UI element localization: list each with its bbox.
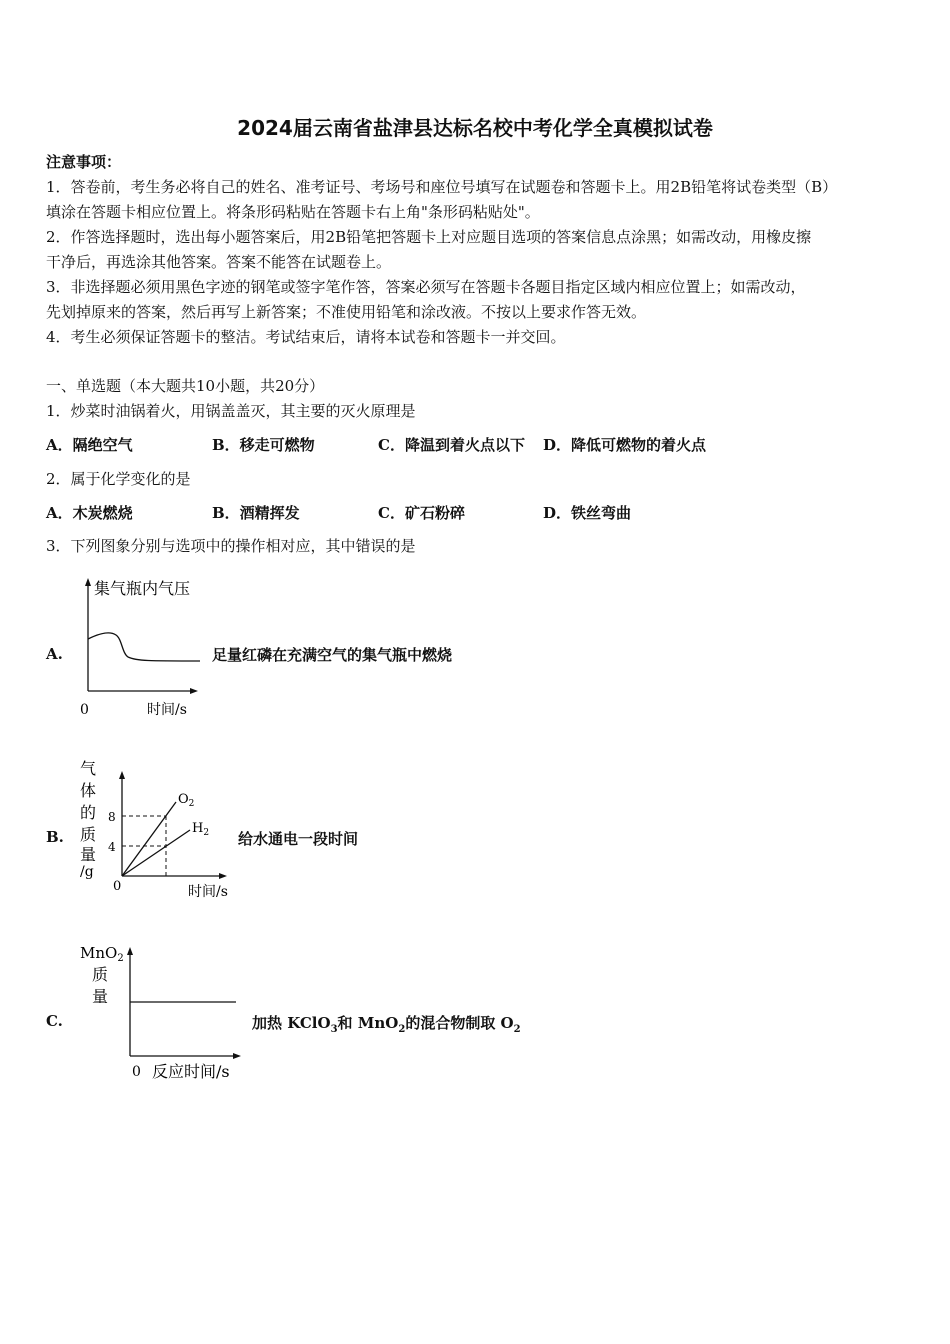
y-axis-unit: /g <box>80 864 94 880</box>
question-1-option-b[interactable]: B．移走可燃物 <box>212 436 315 454</box>
y-axis-arrow-icon <box>85 578 91 586</box>
x-axis-label: 时间/s <box>188 884 228 900</box>
exam-title: 2024届云南省盐津县达标名校中考化学全真模拟试卷 <box>237 116 713 140</box>
notice-line: 干净后，再选涂其他答案。答案不能答在试题卷上。 <box>46 253 392 271</box>
pressure-time-graph <box>70 575 220 725</box>
question-3-option-a-label[interactable]: A. <box>46 645 63 663</box>
origin-label: 0 <box>113 879 122 894</box>
origin-label: 0 <box>132 1064 141 1080</box>
question-3-option-c-description: 加热 KClO$_3$和 MnO$_2$的混合物制取 $O_2$ <box>252 1014 521 1035</box>
x-axis-arrow-icon <box>190 688 198 694</box>
y-axis-label: 集气瓶内气压 <box>94 579 191 598</box>
question-3-option-b-description: 给水通电一段时间 <box>238 830 359 848</box>
y-axis-label-char: 气 <box>80 759 97 778</box>
notice-line: 4．考生必须保证答题卡的整洁。考试结束后，请将本试卷和答题卡一并交回。 <box>46 328 566 346</box>
notice-line: 1．答卷前，考生务必将自己的姓名、准考证号、考场号和座位号填写在试题卷和答题卡上。用2B铅笔将试卷类型（B） <box>46 178 838 196</box>
question-2-stem: 2．属于化学变化的是 <box>46 470 191 488</box>
y-axis-label-top: MnO$_2$ <box>80 944 124 964</box>
y-axis-arrow-icon <box>119 771 125 779</box>
notice-heading: 注意事项： <box>46 153 122 171</box>
question-1-option-d[interactable]: D．降低可燃物的着火点 <box>543 436 707 454</box>
section-heading: 一、单选题（本大题共10小题，共20分） <box>46 377 325 395</box>
o2-series-label: $O_2$ <box>178 792 195 809</box>
o2-line <box>122 802 176 876</box>
question-2-option-b[interactable]: B．酒精挥发 <box>212 504 300 522</box>
question-2-option-a[interactable]: A．木炭燃烧 <box>46 504 133 522</box>
mno2-mass-time-graph <box>76 940 256 1085</box>
y-axis-label-char: 的 <box>80 803 97 822</box>
y-axis-label-char: 体 <box>80 781 97 800</box>
h2-series-label: $H_2$ <box>192 821 210 838</box>
y-axis-label-char: 质 <box>92 965 109 984</box>
y-axis-label-char: 量 <box>80 845 97 864</box>
question-2-option-d[interactable]: D．铁丝弯曲 <box>543 504 632 522</box>
notice-line: 先划掉原来的答案，然后再写上新答案；不准使用铅笔和涂改液。不按以上要求作答无效。 <box>46 303 647 321</box>
y-tick-label: 8 <box>108 810 116 824</box>
question-3-option-b-label[interactable]: B. <box>46 828 64 846</box>
y-axis-label-char: 质 <box>80 825 97 844</box>
origin-label: 0 <box>80 702 89 718</box>
question-3-stem: 3．下列图象分别与选项中的操作相对应，其中错误的是 <box>46 537 416 555</box>
question-2-option-c[interactable]: C．矿石粉碎 <box>378 504 465 522</box>
question-1-option-a[interactable]: A．隔绝空气 <box>46 436 133 454</box>
gas-mass-time-graph <box>72 756 242 906</box>
question-1-option-c[interactable]: C．降温到着火点以下 <box>378 436 525 454</box>
h2-line <box>122 830 190 876</box>
notice-line: 2．作答选择题时，选出每小题答案后，用2B铅笔把答题卡上对应题目选项的答案信息点涂黑；如需改动，用橡皮擦 <box>46 228 812 246</box>
y-axis-label-char: 量 <box>92 987 109 1006</box>
notice-line: 填涂在答题卡相应位置上。将条形码粘贴在答题卡右上角"条形码粘贴处"。 <box>46 203 540 221</box>
pressure-curve <box>88 633 200 661</box>
question-1-stem: 1．炒菜时油锅着火，用锅盖盖灭，其主要的灭火原理是 <box>46 402 416 420</box>
x-axis-arrow-icon <box>233 1053 241 1059</box>
question-3-option-a-description: 足量红磷在充满空气的集气瓶中燃烧 <box>212 646 453 664</box>
x-axis-arrow-icon <box>219 873 227 879</box>
x-axis-label: 时间/s <box>147 702 187 718</box>
y-tick-label: 4 <box>108 840 116 854</box>
x-axis-label: 反应时间/s <box>152 1062 230 1081</box>
y-axis-arrow-icon <box>127 947 133 955</box>
question-3-option-c-label[interactable]: C. <box>46 1012 63 1030</box>
notice-line: 3．非选择题必须用黑色字迹的钢笔或签字笔作答，答案必须写在答题卡各题目指定区域内相应位置上；如需改动， <box>46 278 806 296</box>
